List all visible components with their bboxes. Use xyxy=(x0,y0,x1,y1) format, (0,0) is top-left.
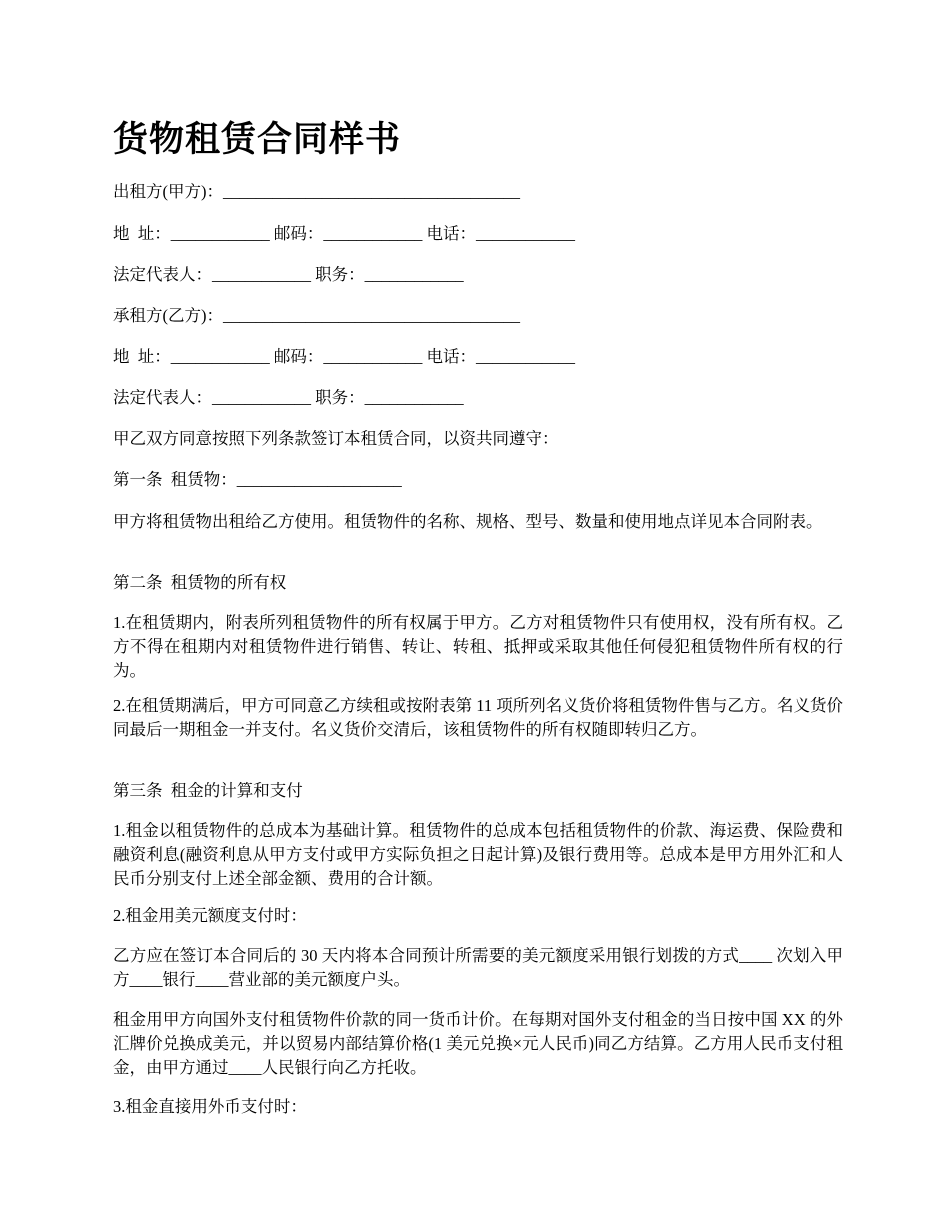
lessee-address-line: 地 址：____________ 邮码：____________ 电话：____________ xyxy=(113,347,575,366)
rent-pricing-paragraph: 租金用甲方向国外支付租赁物件价款的同一货币计价。在每期对国外支付租金的当日按中国 XX 的外汇牌价兑换成美元，并以贸易内部结算价格(1 美元兑换×元人民币)同乙方结算。乙方用人民币支付租金，由甲方通过____人民银行向乙方托收。 xyxy=(113,1010,843,1077)
lessee-representative-line: 法定代表人：____________ 职务：____________ xyxy=(113,388,464,407)
article-3-clause-1: 1.租金以租赁物件的总成本为基础计算。租赁物件的总成本包括租赁物件的价款、海运费、保险费和融资利息(融资利息从甲方支付或甲方实际负担之日起计算)及银行费用等。总成本是甲方用外汇和人民币分别支付上述全部金额、费用的合计额。 xyxy=(113,821,843,888)
lessor-line: 出租方(甲方)：____________________________________ xyxy=(113,182,520,201)
article-1-heading: 第一条 租赁物：____________________ xyxy=(113,470,402,489)
agreement-intro: 甲乙双方同意按照下列条款签订本租赁合同，以资共同遵守： xyxy=(113,429,559,448)
article-1-body: 甲方将租赁物出租给乙方使用。租赁物件的名称、规格、型号、数量和使用地点详见本合同附表。 xyxy=(113,512,823,531)
article-2-clause-1: 1.在租赁期内，附表所列租赁物件的所有权属于甲方。乙方对租赁物件只有使用权，没有所有权。乙方不得在租期内对租赁物件进行销售、转让、转租、抵押或采取其他任何侵犯租赁物件所有权的行为。 xyxy=(113,613,843,680)
lessor-address-line: 地 址：____________ 邮码：____________ 电话：____________ xyxy=(113,224,575,243)
article-2-clause-2: 2.在租赁期满后，甲方可同意乙方续租或按附表第 11 项所列名义货价将租赁物件售与乙方。名义货价同最后一期租金一并支付。名义货价交清后，该租赁物件的所有权随即转归乙方。 xyxy=(113,696,843,739)
lessee-line: 承租方(乙方)：____________________________________ xyxy=(113,306,520,325)
document-title: 货物租赁合同样书 xyxy=(113,120,402,160)
article-2-heading: 第二条 租赁物的所有权 xyxy=(113,573,287,592)
lessor-representative-line: 法定代表人：____________ 职务：____________ xyxy=(113,265,464,284)
usd-quota-paragraph: 乙方应在签订本合同后的 30 天内将本合同预计所需要的美元额度采用银行划拨的方式____ 次划入甲方____银行____营业部的美元额度户头。 xyxy=(113,946,843,989)
article-3-clause-2: 2.租金用美元额度支付时： xyxy=(113,906,307,925)
article-3-clause-3: 3.租金直接用外币支付时： xyxy=(113,1097,307,1116)
article-3-heading: 第三条 租金的计算和支付 xyxy=(113,781,303,800)
